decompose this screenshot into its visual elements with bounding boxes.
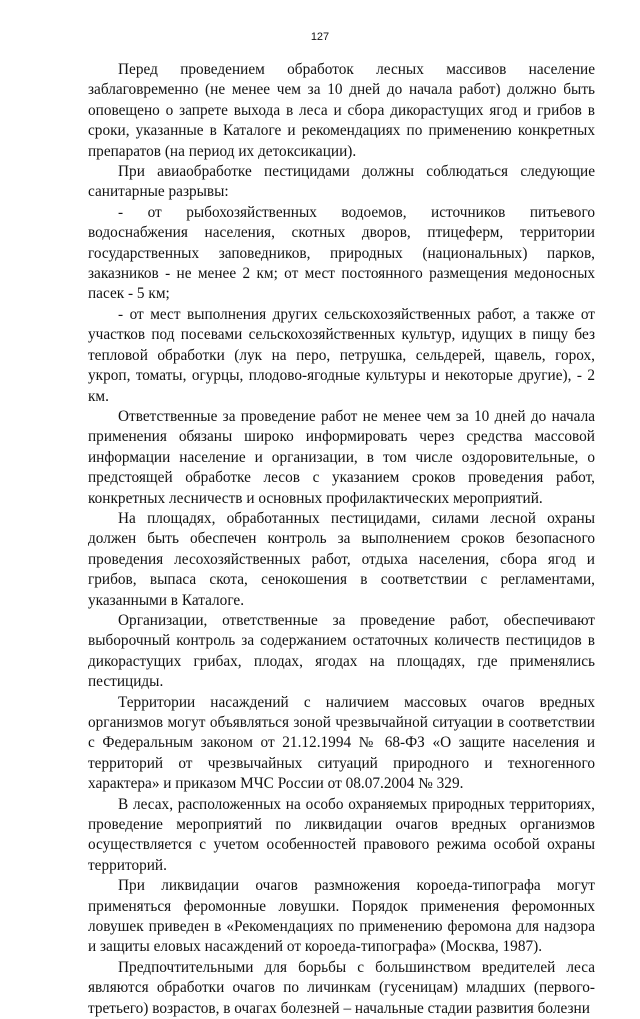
body-text <box>88 60 595 1019</box>
page-number: 127 <box>310 31 330 43</box>
paragraph: При ликвидации очагов размножения короеда-типографа могут применяться феромонные ловушки. Порядок применения феромонных ловушек приведен в «Рекомендациях по применению феромона для надзора и защиты еловых насаждений от короеда-типографа» (Москва, 1987). <box>88 877 595 956</box>
paragraph: - от мест выполнения других сельскохозяйственных работ, а также от участков под посевами сельскохозяйственных культур, идущих в пищу без тепловой обработки (лук на перо, петрушка, сельдерей, щавель, горох, укроп, томаты, огурцы, плодово-ягодные культуры и некоторые другие), - 2 км. <box>88 305 595 405</box>
paragraph: Перед проведением обработок лесных массивов население заблаговременно (не менее чем за 10 дней до начала работ) должно быть оповещено о запрете выхода в леса и сбора дикорастущих ягод и грибов в сроки, указанные в Каталоге и рекомендациях по применению конкретных препаратов (на период их детоксикации). <box>88 61 595 160</box>
paragraph: Организации, ответственные за проведение работ, обеспечивают выборочный контроль за содержанием остаточных количеств пестицидов в дикорастущих грибах, плодах, ягодах на площадях, где применялись пестициды. <box>88 611 595 691</box>
paragraph: В лесах, расположенных на особо охраняемых природных территориях, проведение мероприятий по ликвидации очагов вредных организмов осуществляется с учетом особенностей правового режима особой охраны территорий. <box>88 795 595 874</box>
paragraph: На площадях, обработанных пестицидами, силами лесной охраны должен быть обеспечен контроль за выполнением сроков безопасного проведения лесохозяйственных работ, отдыха населения, сбора ягод и грибов, выпаса скота, сенокошения в соответствии с регламентами, указанными в Каталоге. <box>88 509 595 609</box>
paragraph: - от рыбохозяйственных водоемов, источников питьевого водоснабжения населения, скотных дворов, птицеферм, территории государственных заповедников, природных (национальных) парков, заказников - не менее 2 км; от мест постоянного размещения медоносных пасек - 5 км; <box>88 203 595 303</box>
paragraph: Ответственные за проведение работ не менее чем за 10 дней до начала применения обязаны широко информировать через средства массовой информации население и организации, в том числе оздоровительные, о предстоящей обработке лесов с указанием сроков проведения работ, конкретных лесничеств и основных профилактических мероприятий. <box>88 407 595 507</box>
paragraph: При авиаобработке пестицидами должны соблюдаться следующие санитарные разрывы: <box>88 163 595 201</box>
paragraph: Предпочтительными для борьбы с большинством вредителей леса являются обработки очагов по личинкам (гусеницам) младших (первого-третьего) возрастов, в очагах болезней – начальные стадии развития болезни <box>88 958 595 1017</box>
paragraph: Территории насаждений с наличием массовых очагов вредных организмов могут объявляться зоной чрезвычайной ситуации в соответствии с Федеральным законом от 21.12.1994 № 68-ФЗ «О защите населения и территорий от чрезвычайных ситуаций природного и техногенного характера» и приказом МЧС России от 08.07.2004 № 329. <box>88 693 595 793</box>
